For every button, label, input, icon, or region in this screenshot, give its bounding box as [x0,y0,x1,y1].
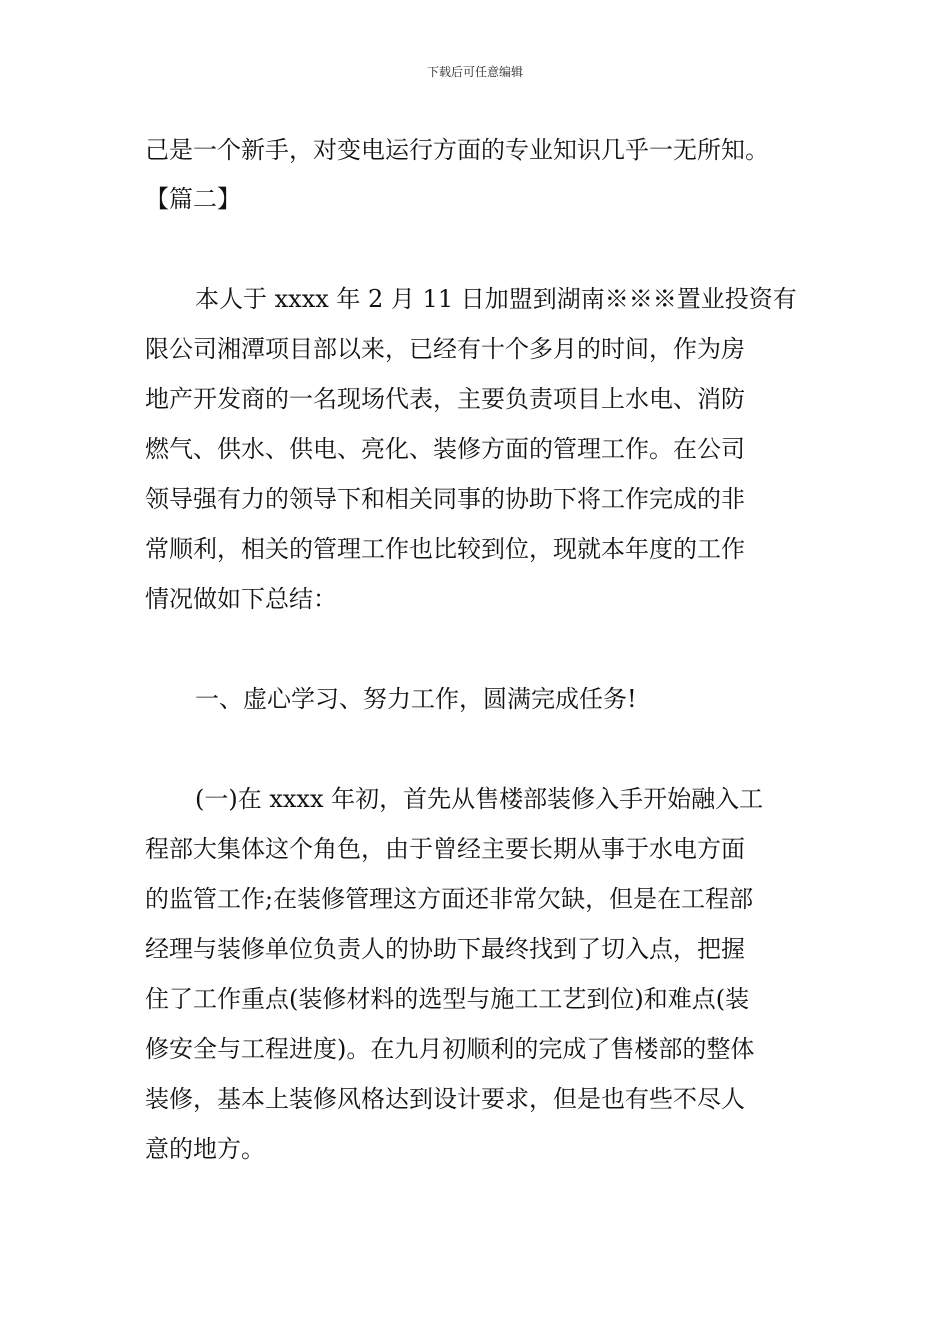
text-line: 限公司湘潭项目部以来，已经有十个多月的时间，作为房 [145,335,745,363]
text-line: 修安全与工程进度)。在九月初顺利的完成了售楼部的整体 [145,1035,755,1063]
text-line: 装修，基本上装修风格达到设计要求，但是也有些不尽人 [145,1085,745,1113]
text-line: 程部大集体这个角色，由于曾经主要长期从事于水电方面 [145,835,745,863]
text-line: 己是一个新手，对变电运行方面的专业知识几乎一无所知。 [145,136,769,164]
text-line: 常顺利，相关的管理工作也比较到位，现就本年度的工作 [145,535,745,563]
text-line: 的监管工作;在装修管理这方面还非常欠缺，但是在工程部 [145,885,754,913]
page-header: 下载后可任意编辑 [426,65,523,79]
subheading: 一、虚心学习、努力工作，圆满完成任务! [195,685,637,713]
text-line: 情况做如下总结： [145,585,337,613]
text-line: 地产开发商的一名现场代表，主要负责项目上水电、消防 [145,385,745,413]
paragraph-first-line: (一)在 xxxx 年初，首先从售楼部装修入手开始融入工 [195,785,764,813]
text-line: 领导强有力的领导下和相关同事的协助下将工作完成的非 [145,485,745,513]
text-line: 意的地方。 [145,1135,265,1163]
text-line: 经理与装修单位负责人的协助下最终找到了切入点，把握 [145,935,745,963]
paragraph-first-line: 本人于 xxxx 年 2 月 11 日加盟到湖南※※※置业投资有 [195,285,797,313]
text-line: 燃气、供水、供电、亮化、装修方面的管理工作。在公司 [145,435,745,463]
text-line: 住了工作重点(装修材料的选型与施工工艺到位)和难点(装 [145,985,750,1013]
section-heading: 【篇二】 [145,185,241,213]
